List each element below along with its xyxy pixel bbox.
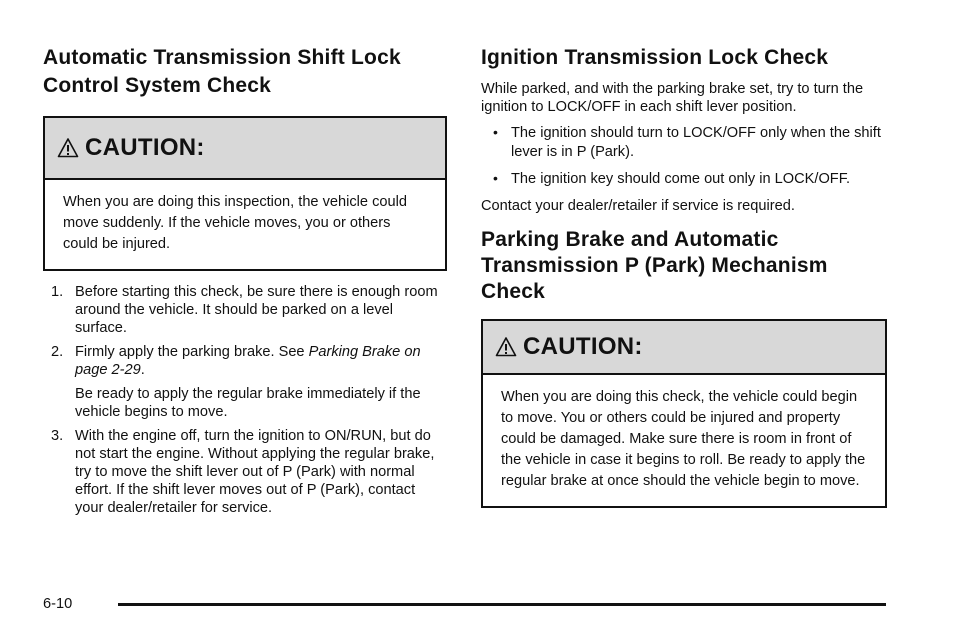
bullet-icon: • [493, 170, 498, 186]
footer-divider [118, 603, 886, 606]
list-item-text: The ignition should turn to LOCK/OFF only when the shift lever is in P (Park). [511, 125, 881, 160]
caution-text: When you are doing this inspection, the vehicle could move suddenly. If the vehicle moves, you or others could be injured. [63, 194, 407, 252]
step-item [43, 283, 447, 337]
step-text: Before starting this check, be sure there is enough room around the vehicle. It should be parked on a level surface. [75, 284, 438, 336]
step-note: Be ready to apply the regular brake immediately if the vehicle begins to move. [75, 386, 421, 420]
step-number: 3. [51, 428, 64, 444]
intro-paragraph: While parked, and with the parking brake set, try to turn the ignition to LOCK/OFF in each shift lever position. [481, 81, 864, 115]
step-text-end: . [140, 362, 145, 378]
section-heading-park-mechanism: Parking Brake and Automatic Transmission P (Park) Mechanism Check [481, 228, 828, 303]
caution-box-park-mechanism [481, 319, 887, 508]
page-number: 6-10 [43, 596, 73, 612]
caution-header [45, 118, 445, 180]
bullet-icon: • [493, 124, 498, 140]
list-item-text: The ignition key should come out only in LOCK/OFF. [511, 171, 851, 187]
caution-title: CAUTION: [523, 333, 643, 360]
left-column [43, 44, 447, 523]
warning-triangle-icon [57, 137, 79, 159]
warning-triangle-icon [495, 336, 517, 358]
step-number: 2. [51, 344, 64, 360]
steps-list [43, 283, 447, 517]
caution-box-shift-lock [43, 116, 447, 271]
step-text: Firmly apply the parking brake. See [75, 344, 309, 360]
list-item [481, 124, 887, 162]
step-item [43, 427, 447, 517]
right-column [481, 44, 887, 508]
step-item [43, 343, 447, 421]
cross-reference-link[interactable]: Parking Brake on page 2-29 [75, 344, 421, 378]
list-item [481, 170, 887, 189]
contact-paragraph: Contact your dealer/retailer if service is required. [481, 198, 795, 214]
section-heading-ignition-lock: Ignition Transmission Lock Check [481, 46, 829, 69]
caution-title: CAUTION: [85, 134, 205, 161]
caution-text: When you are doing this check, the vehicle could begin to move. You or others could be injured and property could be damaged. Make sure there is room in front of the vehicle in case it begins to roll. Be ready to apply the regular brake at once should the vehicle begin to move. [501, 389, 866, 489]
section-heading-shift-lock: Automatic Transmission Shift Lock Control System Check [43, 46, 401, 97]
step-number: 1. [51, 284, 64, 300]
step-text: With the engine off, turn the ignition to ON/RUN, but do not start the engine. Without applying the regular brake, try to move the shift lever out of P (Park) with normal effort. If the shift lever moves out of P (Park), contact your dealer/retailer for service. [75, 428, 435, 516]
bullet-list [481, 124, 887, 189]
caution-header [483, 321, 885, 375]
